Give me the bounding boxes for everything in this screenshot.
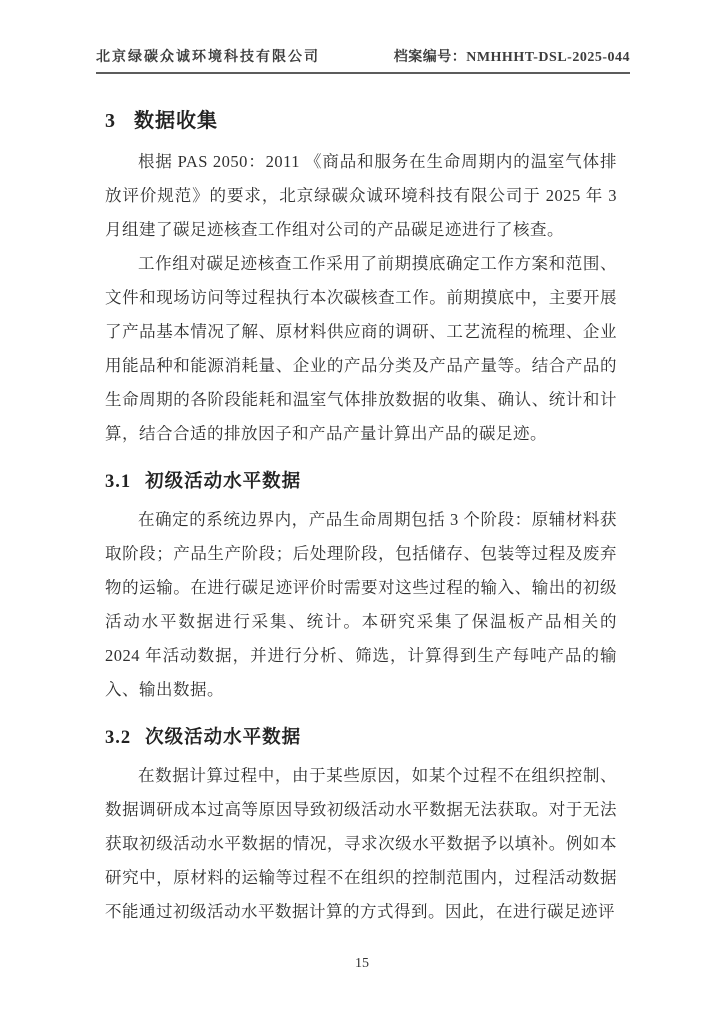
page-footer — [0, 956, 724, 972]
page-number: 15 — [355, 956, 369, 971]
section-number: 3 — [105, 110, 116, 132]
paragraph: 根据 PAS 2050：2011 《商品和服务在生命周期内的温室气体排放评价规范》的要求，北京绿碳众诚环境科技有限公司于 2025 年 3 月组建了碳足迹核查工作组对公司的产品碳足迹进行了核查。 — [105, 152, 617, 239]
section-number: 3.2 — [105, 728, 132, 748]
header-archive-number — [394, 46, 630, 66]
section-title: 次级活动水平数据 — [145, 728, 302, 748]
paragraph: 在确定的系统边界内，产品生命周期包括 3 个阶段：原辅材料获取阶段；产品生产阶段；后处理阶段，包括储存、包装等过程及废弃物的运输。在进行碳足迹评价时需要对这些过程的输入、输出的初级活动水平数据进行采集、统计。本研究采集了保温板产品相关的 2024 年活动数据，并进行分析、筛选，计算得到生产每吨产品的输入、输出数据。 — [105, 510, 617, 699]
section-title: 数据收集 — [134, 110, 218, 132]
paragraph: 在数据计算过程中，由于某些原因，如某个过程不在组织控制、数据调研成本过高等原因导致初级活动水平数据无法获取。对于无法获取初级活动水平数据的情况，寻求次级水平数据予以填补。例如本研究中，原材料的运输等过程不在组织的控制范围内，过程活动数据不能通过初级活动水平数据计算的方式得到。因此，在进行碳足迹评 — [105, 766, 617, 921]
page-header — [96, 46, 630, 74]
section-heading-3-2 — [105, 723, 617, 749]
header-company-name: 北京绿碳众诚环境科技有限公司 — [96, 50, 320, 65]
section-title: 初级活动水平数据 — [145, 472, 302, 492]
paragraph: 工作组对碳足迹核查工作采用了前期摸底确定工作方案和范围、文件和现场访问等过程执行本次碳核查工作。前期摸底中，主要开展了产品基本情况了解、原材料供应商的调研、工艺流程的梳理、企业用能品种和能源消耗量、企业的产品分类及产品产量等。结合产品的生命周期的各阶段能耗和温室气体排放数据的收集、确认、统计和计算，结合合适的排放因子和产品产量计算出产品的碳足迹。 — [105, 254, 617, 443]
archive-label: 档案编号： — [393, 50, 467, 65]
section-number: 3.1 — [105, 472, 132, 492]
section-heading-3-1 — [105, 467, 617, 493]
archive-value: NMHHHT-DSL-2025-044 — [466, 50, 630, 65]
document-body — [105, 104, 617, 929]
section-heading-3 — [105, 104, 617, 133]
